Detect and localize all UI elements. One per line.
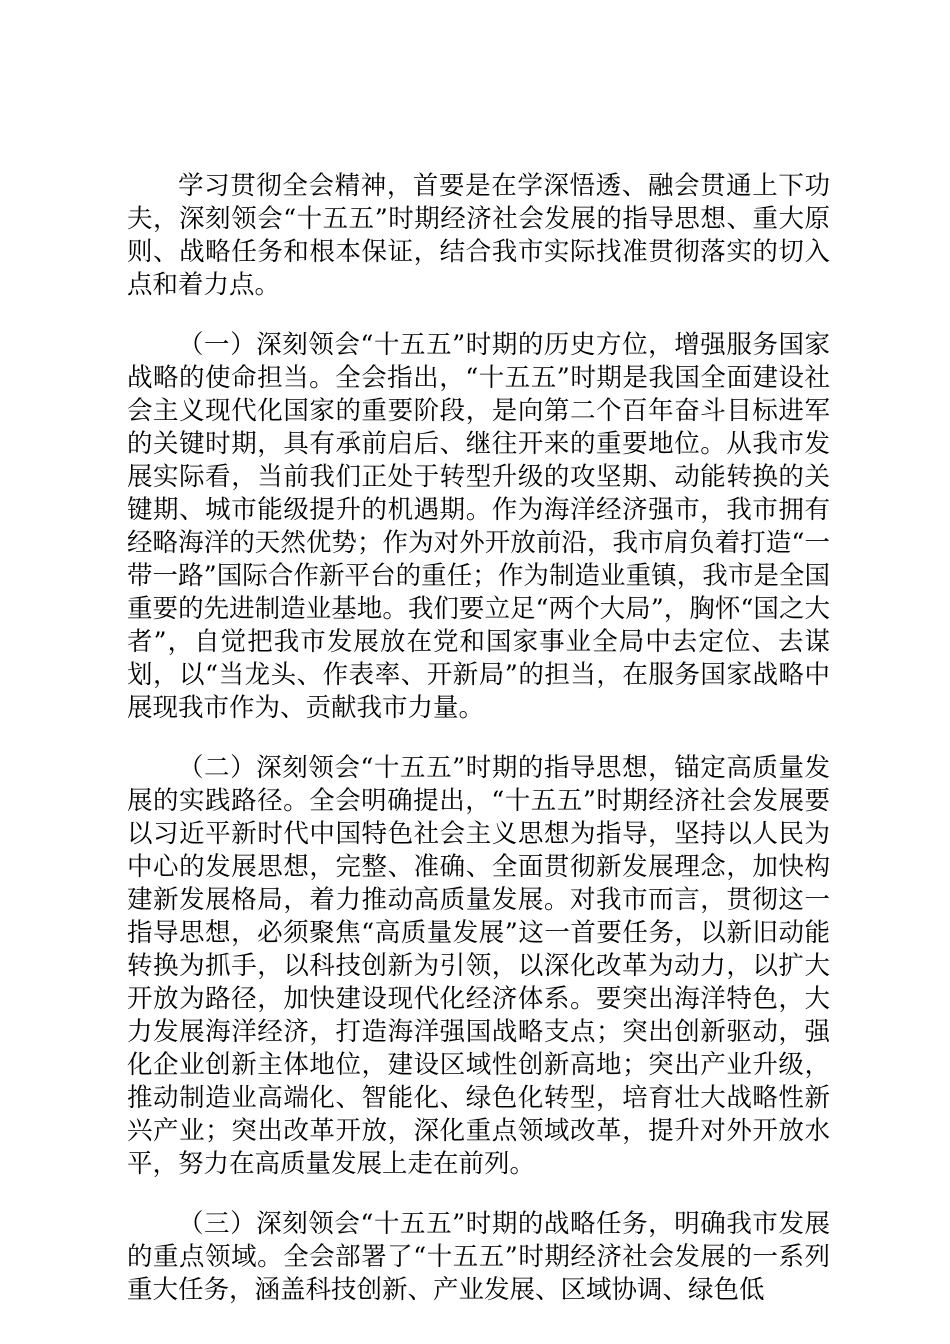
paragraph-section-3: （三）深刻领会“十五五”时期的战略任务，明确我市发展的重点领域。全会部署了“十五五”时期经济社会发展的一系列重大任务，涵盖科技创新、产业发展、区域协调、绿色低 bbox=[127, 1209, 830, 1305]
paragraph-spacer bbox=[127, 725, 830, 752]
paragraph-section-2: （二）深刻领会“十五五”时期的指导思想，锚定高质量发展的实践路径。全会明确提出，“十五五”时期经济社会发展要以习近平新时代中国特色社会主义思想为指导，坚持以人民为中心的发展思想，完整、准确、全面贯彻新发展理念，加快构建新发展格局，着力推动高质量发展。对我市而言，贯彻这一指导思想，必须聚焦“高质量发展”这一首要任务，以新旧动能转换为抓手，以科技创新为引领，以深化改革为动力，以扩大开放为路径，加快建设现代化经济体系。要突出海洋特色，大力发展海洋经济，打造海洋强国战略支点；突出创新驱动，强化企业创新主体地位，建设区域性创新高地；突出产业升级，推动制造业高端化、智能化、绿色化转型，培育壮大战略性新兴产业；突出改革开放，深化重点领域改革，提升对外开放水平，努力在高质量发展上走在前列。 bbox=[127, 753, 830, 1179]
paragraph-spacer bbox=[127, 302, 830, 329]
document-body bbox=[127, 170, 830, 1307]
paragraph-section-1: （一）深刻领会“十五五”时期的历史方位，增强服务国家战略的使命担当。全会指出，“十五五”时期是我国全面建设社会主义现代化国家的重要阶段，是向第二个百年奋斗目标进军的关键时期，具有承前启后、继往开来的重要地位。从我市发展实际看，当前我们正处于转型升级的攻坚期、动能转换的关键期、城市能级提升的机遇期。作为海洋经济强市，我市拥有经略海洋的天然优势；作为对外开放前沿，我市肩负着打造“一带一路”国际合作新平台的重任；作为制造业重镇，我市是全国重要的先进制造业基地。我们要立足“两个大局”，胸怀“国之大者”，自觉把我市发展放在党和国家事业全局中去定位、去谋划，以“当龙头、作表率、开新局”的担当，在服务国家战略中展现我市作为、贡献我市力量。 bbox=[127, 330, 830, 723]
paragraph-intro: 学习贯彻全会精神，首要是在学深悟透、融会贯通上下功夫，深刻领会“十五五”时期经济社会发展的指导思想、重大原则、战略任务和根本保证，结合我市实际找准贯彻落实的切入点和着力点。 bbox=[127, 171, 830, 300]
paragraph-spacer bbox=[127, 1181, 830, 1208]
